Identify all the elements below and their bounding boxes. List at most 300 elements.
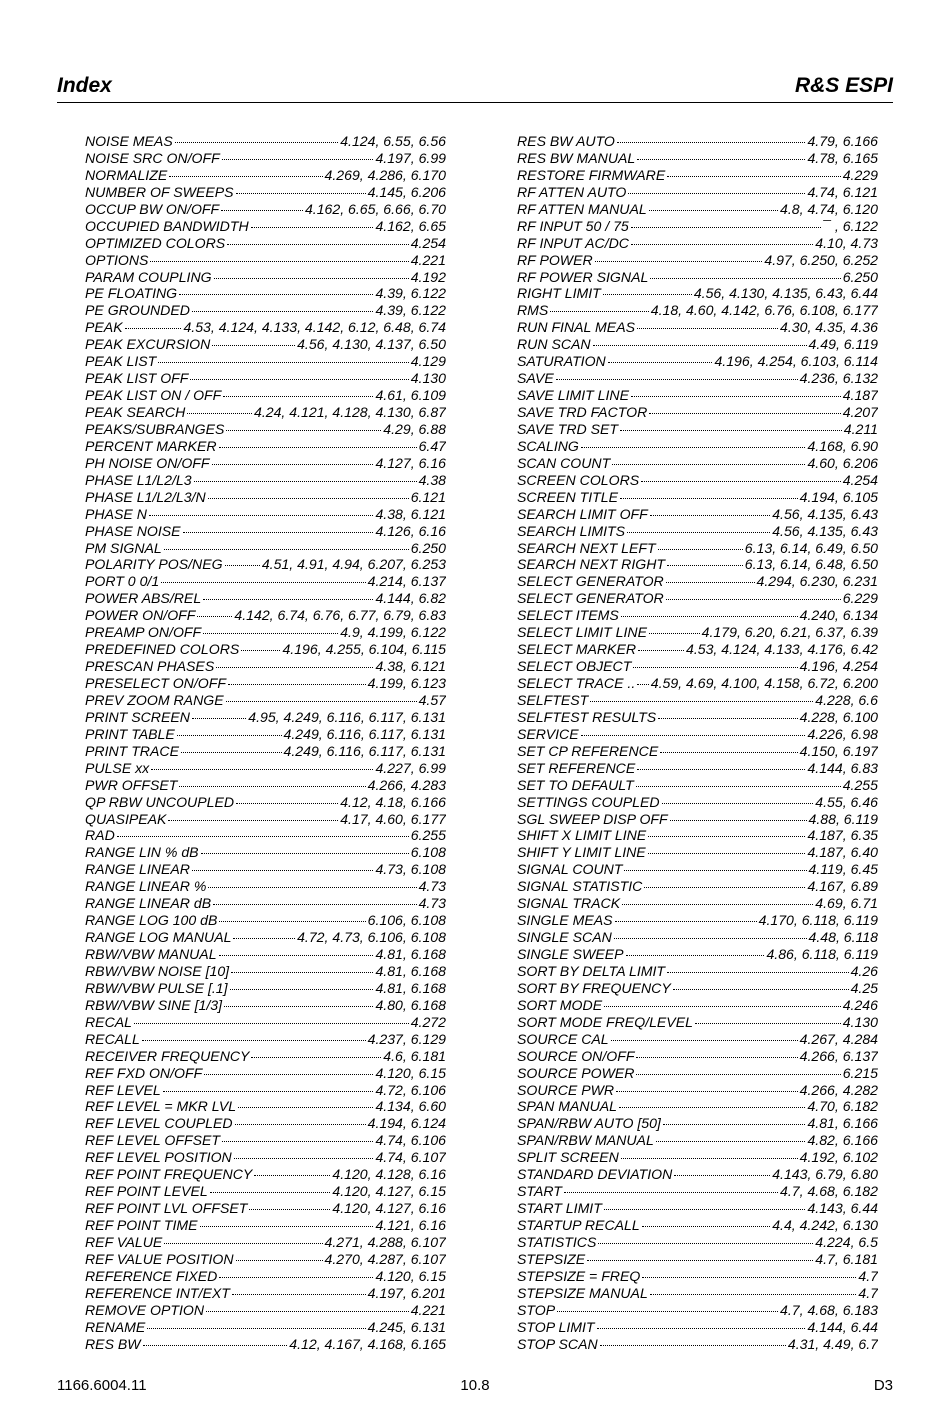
index-entry (85, 269, 446, 286)
index-pages: 4.56, 4.135, 6.43 (772, 522, 878, 539)
dot-leader (597, 1328, 806, 1329)
index-entry (517, 743, 878, 760)
index-pages: 4.254 (842, 471, 878, 488)
index-pages: 4.53, 4.124, 4.133, 4.142, 6.12, 6.48, 6.74 (183, 319, 446, 336)
index-term: PE FLOATING (85, 285, 178, 302)
index-term: PHASE NOISE (85, 522, 181, 539)
index-pages: 4.31, 4.49, 6.7 (787, 1335, 878, 1352)
index-term: NORMALIZE (85, 166, 168, 183)
dot-leader (203, 633, 338, 634)
dot-leader (637, 769, 805, 770)
index-term: PEAK LIST OFF (85, 370, 189, 387)
index-term: NOISE SRC ON/OFF (85, 149, 220, 166)
index-entry (85, 692, 446, 709)
index-entry (85, 929, 446, 946)
index-entry (517, 1132, 878, 1149)
index-term: RECALL (85, 1030, 140, 1047)
index-term: SGL SWEEP DISP OFF (517, 810, 668, 827)
dot-leader (581, 735, 806, 736)
index-pages: 6.255 (410, 827, 446, 844)
index-pages: 4.7 (858, 1284, 878, 1301)
index-term: REF LEVEL OFFSET (85, 1132, 220, 1149)
index-pages: 4.221 (410, 1301, 446, 1318)
dot-leader (219, 921, 365, 922)
index-entry (85, 1132, 446, 1149)
index-pages: 4.74, 6.121 (807, 183, 878, 200)
dot-leader (556, 379, 798, 380)
dot-leader (621, 1158, 798, 1159)
dot-leader (658, 549, 743, 550)
dot-leader (187, 413, 252, 414)
index-term: PHASE L1/L2/L3 (85, 471, 192, 488)
index-pages: 4.6, 6.181 (383, 1047, 446, 1064)
index-pages: 4.60, 6.206 (807, 454, 878, 471)
dot-leader (192, 718, 246, 719)
index-term: PEAK EXCURSION (85, 336, 211, 353)
index-entry (85, 980, 446, 997)
dot-leader (611, 1040, 798, 1041)
index-term: STEPSIZE MANUAL (517, 1284, 648, 1301)
dot-leader (642, 1226, 771, 1227)
index-pages: 4.51, 4.91, 4.94, 6.207, 6.253 (261, 556, 446, 573)
index-entry (517, 827, 878, 844)
index-entry (85, 133, 446, 150)
index-pages: 4.192, 6.102 (799, 1149, 878, 1166)
index-pages: 4.57 (418, 691, 446, 708)
index-entry (517, 1149, 878, 1166)
index-pages: 6.229 (842, 590, 878, 607)
index-term: PREDEFINED COLORS (85, 641, 240, 658)
index-entry (85, 861, 446, 878)
index-entry (85, 1149, 446, 1166)
dot-leader (620, 498, 798, 499)
index-entry (85, 709, 446, 726)
index-entry (517, 1319, 878, 1336)
index-pages: 4.56, 4.135, 6.43 (772, 505, 878, 522)
dot-leader (604, 1209, 806, 1210)
index-term: RUN SCAN (517, 336, 591, 353)
dot-leader (603, 294, 692, 295)
index-term: RES BW AUTO (517, 133, 615, 149)
index-entry (85, 844, 446, 861)
index-entry (85, 675, 446, 692)
index-pages: 4.162, 6.65 (375, 217, 446, 234)
index-term: SCALING (517, 437, 579, 454)
index-pages: 4.8, 4.74, 6.120 (780, 200, 878, 217)
index-pages: 4.142, 6.74, 6.76, 6.77, 6.79, 6.83 (234, 607, 446, 624)
index-entry (517, 794, 878, 811)
index-term: SOURCE PWR (517, 1081, 615, 1098)
index-pages: 4.226, 6.98 (807, 725, 878, 742)
index-pages: 4.72, 4.73, 6.106, 6.108 (297, 929, 446, 946)
index-term: RF POWER (517, 251, 593, 268)
index-pages: 4.17, 4.60, 6.177 (340, 810, 446, 827)
index-entry (85, 556, 446, 573)
index-pages: 4.150, 6.197 (799, 742, 878, 759)
index-term: PERCENT MARKER (85, 437, 217, 454)
index-entry (517, 523, 878, 540)
index-pages: 4.38 (418, 471, 446, 488)
index-entry (85, 1183, 446, 1200)
index-entry (517, 235, 878, 252)
index-pages: 4.81, 6.168 (375, 979, 446, 996)
index-pages: 4.120, 4.127, 6.16 (332, 1200, 446, 1217)
index-entry (85, 472, 446, 489)
index-term: RAD (85, 827, 115, 844)
index-entry (85, 794, 446, 811)
index-term: RANGE LINEAR (85, 861, 190, 878)
index-term: SAVE LIMIT LINE (517, 387, 630, 404)
index-pages: 4.197, 6.201 (367, 1284, 446, 1301)
index-entry (517, 641, 878, 658)
index-pages: 4.196, 4.254 (799, 658, 878, 675)
index-term: SELECT LIMIT LINE (517, 624, 648, 641)
index-pages: 4.237, 6.129 (367, 1030, 446, 1047)
dot-leader (163, 1091, 374, 1092)
index-pages: 4.270, 4.287, 6.107 (324, 1250, 446, 1267)
index-entry (517, 811, 878, 828)
index-term: QP RBW UNCOUPLED (85, 793, 235, 810)
index-entry (85, 1082, 446, 1099)
index-entry (517, 590, 878, 607)
index-pages: 4.12, 4.167, 4.168, 6.165 (289, 1335, 446, 1352)
index-pages: 6.215 (842, 1064, 878, 1081)
header-index-title: Index (57, 74, 112, 97)
index-entry (517, 963, 878, 980)
dot-leader (636, 786, 841, 787)
index-pages: 4.187, 6.35 (807, 827, 878, 844)
index-term: SEARCH LIMITS (517, 522, 626, 539)
dot-leader (564, 1192, 778, 1193)
index-pages: 4.221 (410, 251, 446, 268)
footer-page-number: 10.8 (460, 1377, 490, 1394)
index-term: SORT MODE FREQ/LEVEL (517, 1013, 693, 1030)
dot-leader (251, 1057, 381, 1058)
index-pages: 4.269, 4.286, 6.170 (324, 166, 446, 183)
index-entry (85, 184, 446, 201)
dot-leader (222, 1141, 373, 1142)
index-pages: 4.144, 6.44 (807, 1318, 878, 1335)
index-pages: 4.196, 4.254, 6.103, 6.114 (714, 353, 878, 370)
dot-leader (638, 650, 684, 651)
dot-leader (206, 1311, 409, 1312)
index-term: RANGE LOG 100 dB (85, 912, 218, 929)
dot-leader (666, 582, 755, 583)
index-term: SCREEN COLORS (517, 471, 640, 488)
index-entry (85, 777, 446, 794)
index-entry (85, 302, 446, 319)
index-entry (85, 997, 446, 1014)
index-pages: 4.194, 6.124 (367, 1115, 446, 1132)
index-pages: 4.130 (842, 1013, 878, 1030)
index-term: SORT MODE (517, 996, 603, 1013)
index-entry (517, 302, 878, 319)
index-pages: 4.143, 6.44 (807, 1200, 878, 1217)
index-entry (85, 573, 446, 590)
index-pages: 4.187 (842, 387, 878, 404)
index-entry (517, 1115, 878, 1132)
index-term: SOURCE ON/OFF (517, 1047, 635, 1064)
index-entry (85, 1098, 446, 1115)
dot-leader (213, 904, 416, 905)
index-term: PREV ZOOM RANGE (85, 691, 224, 708)
index-pages: 4.73, 6.108 (375, 861, 446, 878)
index-term: REF POINT LVL OFFSET (85, 1200, 248, 1217)
index-entry (517, 861, 878, 878)
dot-leader (226, 701, 417, 702)
index-term: PRINT SCREEN (85, 708, 190, 725)
index-entry (85, 235, 446, 252)
index-pages: 4.69, 6.71 (815, 895, 878, 912)
index-entry (517, 438, 878, 455)
index-term: SIGNAL TRACK (517, 895, 621, 912)
index-pages: 4.70, 6.182 (807, 1098, 878, 1115)
index-column-right (517, 133, 878, 1353)
index-pages: 4.56, 4.130, 4.137, 6.50 (297, 336, 446, 353)
index-pages: 4.30, 4.35, 4.36 (780, 319, 878, 336)
index-entry (517, 201, 878, 218)
index-entry (85, 336, 446, 353)
index-term: RANGE LIN % dB (85, 844, 199, 861)
index-entry (517, 1302, 878, 1319)
index-term: STANDARD DEVIATION (517, 1166, 673, 1183)
index-entry (517, 1166, 878, 1183)
dot-leader (650, 278, 840, 279)
index-entry (517, 726, 878, 743)
index-pages: 4.130 (410, 370, 446, 387)
index-entry (85, 1031, 446, 1048)
index-pages: 4.97, 6.250, 6.252 (764, 251, 878, 268)
index-pages: 4.18, 4.60, 4.142, 6.76, 6.108, 6.177 (650, 302, 878, 319)
index-entry (85, 353, 446, 370)
index-term: SEARCH NEXT RIGHT (517, 556, 665, 573)
index-entry (85, 895, 446, 912)
dot-leader (222, 159, 374, 160)
index-term: REMOVE OPTION (85, 1301, 205, 1318)
index-pages: 4.53, 4.124, 4.133, 4.176, 6.42 (686, 641, 878, 658)
index-pages: 4.196, 4.255, 6.104, 6.115 (282, 641, 446, 658)
index-term: SAVE TRD SET (517, 420, 619, 437)
index-term: SPLIT SCREEN (517, 1149, 619, 1166)
dot-leader (249, 1209, 330, 1210)
index-entry (85, 1319, 446, 1336)
dot-leader (219, 955, 374, 956)
dot-leader (143, 1345, 288, 1346)
index-term: RF POWER SIGNAL (517, 268, 649, 285)
dot-leader (254, 1175, 330, 1176)
dot-leader (627, 532, 770, 533)
index-pages: 4.145, 6.206 (367, 183, 446, 200)
index-entry (517, 658, 878, 675)
index-entry (85, 1336, 446, 1353)
index-term: REF POINT TIME (85, 1217, 198, 1233)
index-entry (517, 455, 878, 472)
index-entry (85, 455, 446, 472)
index-entry (85, 201, 446, 218)
index-pages: 4.170, 6.118, 6.119 (758, 912, 878, 929)
index-pages: 4.236, 6.132 (799, 370, 878, 387)
index-pages: 4.119, 6.45 (808, 861, 878, 878)
index-entry (85, 1251, 446, 1268)
index-term: PEAK (85, 319, 123, 336)
index-pages: 4.29, 6.88 (383, 420, 446, 437)
index-entry (85, 489, 446, 506)
index-entry (517, 709, 878, 726)
dot-leader (637, 328, 778, 329)
index-pages: 4.74, 6.106 (375, 1132, 446, 1149)
dot-leader (251, 227, 374, 228)
index-term: SHIFT Y LIMIT LINE (517, 844, 646, 861)
index-term: RES BW (85, 1335, 141, 1352)
index-pages: 4.38, 6.121 (375, 658, 446, 675)
dot-leader (150, 261, 408, 262)
index-term: REFERENCE INT/EXT (85, 1284, 230, 1301)
index-term: SATURATION (517, 353, 606, 370)
index-entry (85, 438, 446, 455)
index-term: REF LEVEL = MKR LVL (85, 1098, 237, 1115)
index-term: REFERENCE FIXED (85, 1267, 218, 1284)
index-term: STOP (517, 1301, 556, 1318)
dot-leader (642, 1277, 856, 1278)
index-entry (85, 1048, 446, 1065)
index-entry (517, 777, 878, 794)
index-term: RBW/VBW PULSE [.1] (85, 979, 228, 996)
index-term: RES BW MANUAL (517, 149, 636, 166)
index-pages: 4.121, 6.16 (375, 1217, 446, 1233)
dot-leader (628, 193, 805, 194)
index-term: PE GROUNDED (85, 302, 190, 319)
index-term: RENAME (85, 1318, 146, 1335)
index-pages: 4.120, 4.127, 6.15 (332, 1183, 446, 1200)
index-entry (85, 827, 446, 844)
index-entry (517, 472, 878, 489)
index-entry (85, 421, 446, 438)
dot-leader (125, 328, 182, 329)
index-entry (517, 1268, 878, 1285)
dot-leader (161, 582, 365, 583)
index-entry (85, 404, 446, 421)
index-entry (85, 607, 446, 624)
index-pages: 4.55, 6.46 (815, 793, 878, 810)
index-pages: 4.294, 6.230, 6.231 (756, 573, 878, 590)
header-rule (57, 102, 893, 103)
index-term: PEAK LIST (85, 353, 157, 370)
index-pages: 4.120, 6.15 (375, 1267, 446, 1284)
dot-leader (214, 278, 409, 279)
index-term: SETTINGS COUPLED (517, 793, 660, 810)
index-term: POWER ABS/REL (85, 590, 202, 607)
index-term: OPTIMIZED COLORS (85, 234, 226, 251)
dot-leader (656, 1141, 806, 1142)
index-column-left (85, 133, 446, 1353)
index-term: REF LEVEL (85, 1081, 161, 1098)
index-term: RESTORE FIRMWARE (517, 166, 666, 183)
index-pages: 4.120, 4.128, 6.16 (332, 1166, 446, 1183)
index-pages: 4.72, 6.106 (375, 1081, 446, 1098)
index-entry (517, 1031, 878, 1048)
dot-leader (637, 159, 805, 160)
index-pages: 4.179, 6.20, 6.21, 6.37, 6.39 (701, 624, 878, 641)
index-entry (517, 946, 878, 963)
index-entry (517, 404, 878, 421)
index-term: SET CP REFERENCE (517, 742, 659, 759)
index-entry (517, 1251, 878, 1268)
dot-leader (593, 345, 807, 346)
index-pages: 6.13, 6.14, 6.49, 6.50 (744, 539, 878, 556)
dot-leader (134, 1023, 409, 1024)
index-term: RBW/VBW NOISE [10] (85, 962, 230, 979)
index-entry (517, 285, 878, 302)
index-entry (517, 336, 878, 353)
dot-leader (147, 1328, 365, 1329)
dot-leader (641, 481, 841, 482)
dot-leader (648, 836, 805, 837)
index-pages: 4.79, 6.166 (807, 133, 878, 149)
index-entry (85, 1200, 446, 1217)
index-entry (517, 1082, 878, 1099)
index-term: REF LEVEL COUPLED (85, 1115, 233, 1132)
index-pages: 4.271, 4.288, 6.107 (324, 1233, 446, 1250)
index-term: SHIFT X LIMIT LINE (517, 827, 647, 844)
dot-leader (695, 1023, 841, 1024)
index-pages: 4.224, 6.5 (815, 1233, 878, 1250)
index-pages: 4.168, 6.90 (807, 437, 878, 454)
dot-leader (236, 193, 366, 194)
index-term: SORT BY DELTA LIMIT (517, 962, 666, 979)
index-entry (517, 1217, 878, 1234)
dot-leader (197, 616, 232, 617)
index-term: STOP LIMIT (517, 1318, 595, 1335)
dot-leader (624, 870, 806, 871)
index-entry (517, 1048, 878, 1065)
index-pages: 4.39, 6.122 (375, 285, 446, 302)
dot-leader (622, 904, 813, 905)
index-pages: 4.144, 6.82 (375, 590, 446, 607)
index-pages: 4.272 (410, 1013, 446, 1030)
index-pages: 4.74, 6.107 (375, 1149, 446, 1166)
dot-leader (649, 633, 700, 634)
index-entry (517, 370, 878, 387)
index-entry (517, 929, 878, 946)
index-pages: 6.121 (410, 488, 446, 505)
index-term: OCCUP BW ON/OFF (85, 200, 220, 217)
index-entry (85, 540, 446, 557)
index-pages: 4.197, 6.99 (375, 149, 446, 166)
index-entry (517, 184, 878, 201)
index-pages: 4.134, 6.60 (375, 1098, 446, 1115)
index-term: SELECT GENERATOR (517, 590, 664, 607)
dot-leader (225, 565, 260, 566)
dot-leader (621, 616, 798, 617)
index-term: STEPSIZE (517, 1250, 586, 1267)
index-pages: 4.240, 6.134 (799, 607, 878, 624)
dot-leader (223, 396, 373, 397)
index-term: OPTIONS (85, 251, 149, 268)
index-pages: 4.81, 6.168 (375, 962, 446, 979)
index-entry (85, 1285, 446, 1302)
index-entry (517, 844, 878, 861)
index-entry (517, 319, 878, 336)
index-term: RMS (517, 302, 549, 319)
dot-leader (590, 701, 813, 702)
index-pages: 4.61, 6.109 (375, 387, 446, 404)
index-term: OCCUPIED BANDWIDTH (85, 217, 249, 234)
index-pages: 6.108 (410, 844, 446, 861)
index-term: STATISTICS (517, 1233, 597, 1250)
dot-leader (658, 718, 797, 719)
dot-leader (667, 565, 743, 566)
dot-leader (674, 1175, 770, 1176)
